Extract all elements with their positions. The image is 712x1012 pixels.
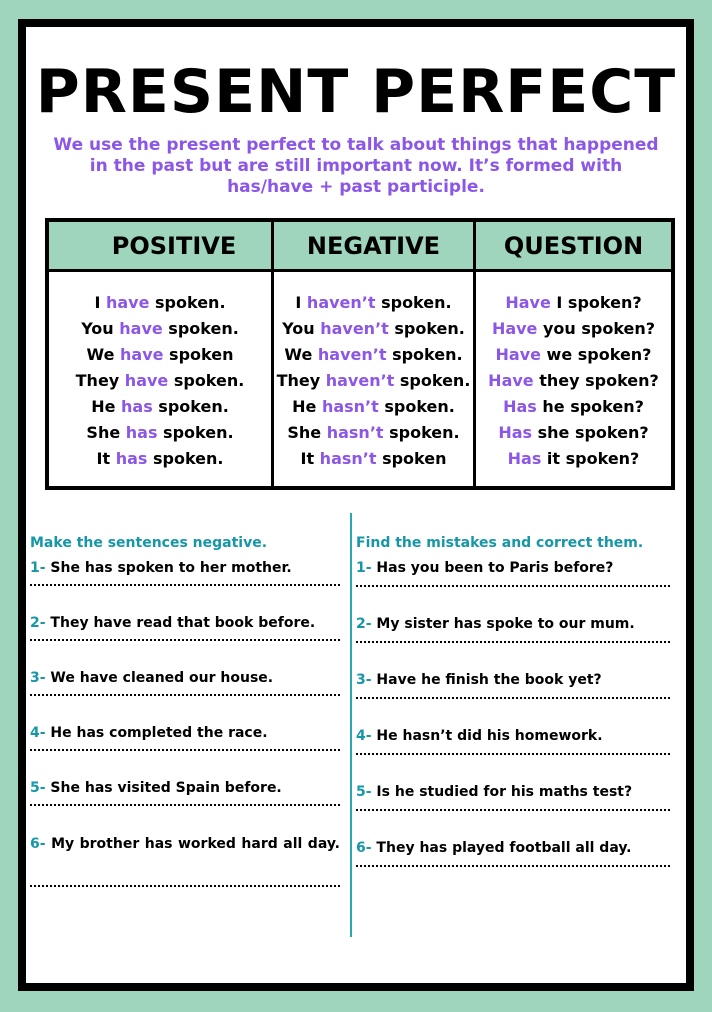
exercise-sentence: [30, 554, 340, 584]
verb-text: haven’t: [325, 371, 395, 390]
rest-text: spoken.: [394, 371, 471, 390]
exercise-sentence: [30, 719, 340, 749]
rest-text: they spoken?: [533, 371, 659, 390]
exercise-sentence: [356, 722, 670, 753]
table-row: [488, 368, 659, 394]
item-number: 4-: [356, 728, 372, 744]
section-divider: [350, 513, 352, 937]
answer-line[interactable]: [30, 584, 340, 607]
sentence-text: Have he finish the book yet?: [371, 672, 602, 688]
sentence-text: Has you been to Paris before?: [371, 560, 614, 576]
exercise-item: [30, 609, 340, 664]
rest-text: spoken.: [168, 371, 245, 390]
answer-line[interactable]: [356, 641, 670, 664]
subject-text: It: [300, 449, 320, 468]
answer-line[interactable]: [356, 753, 670, 776]
rest-text: spoken.: [375, 293, 452, 312]
exercise-sentence: [356, 778, 670, 809]
subject-text: She: [86, 423, 126, 442]
sentence-text: We have cleaned our house.: [45, 670, 274, 686]
verb-text: haven’t: [320, 319, 389, 338]
sentence-text: Is he studied for his maths test?: [371, 784, 633, 800]
verb-text: Have: [495, 345, 541, 364]
dotted-line: [356, 585, 670, 587]
table-row: [87, 342, 234, 368]
table-row: [81, 316, 239, 342]
header-positive: POSITIVE: [49, 222, 271, 272]
table-row: [498, 420, 648, 446]
table-row: [503, 394, 644, 420]
exercise-mistakes: [356, 532, 670, 890]
dotted-line: [30, 804, 340, 806]
table-row: [496, 342, 652, 368]
answer-line[interactable]: [30, 885, 340, 908]
answer-line[interactable]: [30, 694, 340, 717]
exercise-sentence: [30, 774, 340, 804]
subject-text: I: [94, 293, 106, 312]
exercise-title: Make the sentences negative.: [30, 535, 268, 551]
subject-text: It: [96, 449, 116, 468]
table-row: [301, 446, 447, 472]
sentence-text: My sister has spoke to our mum.: [371, 616, 635, 632]
exercise-sentence: [356, 834, 670, 865]
exercise-item: [356, 554, 670, 610]
item-number: 6-: [30, 836, 46, 852]
sentence-text: He hasn’t did his homework.: [371, 728, 603, 744]
rest-text: spoken.: [147, 449, 224, 468]
rest-text: we spoken?: [540, 345, 652, 364]
table-row: [287, 420, 459, 446]
rest-text: spoken.: [378, 397, 455, 416]
sentence-text: She has visited Spain before.: [45, 780, 282, 796]
table-row: [508, 446, 640, 472]
exercise-item: [356, 778, 670, 834]
verb-text: has: [121, 397, 153, 416]
rest-text: he spoken?: [536, 397, 644, 416]
table-row: [91, 394, 229, 420]
table-row: [97, 446, 224, 472]
table-row: [277, 368, 471, 394]
verb-text: haven’t: [317, 345, 387, 364]
verb-text: Has: [507, 449, 542, 468]
verb-text: have: [124, 371, 169, 390]
table-row: [505, 290, 641, 316]
subject-text: You: [81, 319, 120, 338]
verb-text: Have: [505, 293, 551, 312]
exercise-item: [356, 666, 670, 722]
answer-line[interactable]: [30, 639, 340, 662]
exercise-item: [356, 722, 670, 778]
item-number: 3-: [30, 670, 46, 686]
table-row: [76, 368, 245, 394]
exercise-sentence: [356, 554, 670, 585]
item-number: 3-: [356, 672, 372, 688]
answer-line[interactable]: [356, 809, 670, 832]
sentence-text: My brother has worked hard all day.: [45, 836, 340, 852]
subject-text: We: [86, 345, 121, 364]
answer-line[interactable]: [356, 865, 670, 888]
answer-line[interactable]: [30, 804, 340, 827]
question-column: [473, 272, 671, 486]
rest-text: spoken.: [388, 319, 465, 338]
item-number: 5-: [356, 784, 372, 800]
sentence-text: She has spoken to her mother.: [45, 560, 292, 576]
dotted-line: [30, 584, 340, 586]
page-title: PRESENT PERFECT: [35, 57, 677, 127]
verb-text: have: [105, 293, 150, 312]
negative-column: [271, 272, 473, 486]
exercise-sentence: [30, 829, 340, 885]
verb-text: has: [125, 423, 158, 442]
header-negative: NEGATIVE: [271, 222, 473, 272]
positive-column: [49, 272, 271, 486]
item-number: 6-: [356, 840, 372, 856]
verb-text: hasn’t: [326, 423, 384, 442]
dotted-line: [356, 865, 670, 867]
exercise-item: [30, 554, 340, 609]
subject-text: They: [276, 371, 326, 390]
rest-text: spoken.: [162, 319, 239, 338]
exercise-item: [356, 610, 670, 666]
dotted-line: [30, 885, 340, 887]
item-number: 4-: [30, 725, 46, 741]
exercise-item: [30, 774, 340, 829]
subject-text: She: [287, 423, 327, 442]
sentence-text: They have read that book before.: [45, 615, 316, 631]
answer-line[interactable]: [30, 749, 340, 772]
dotted-line: [30, 749, 340, 751]
subject-text: He: [91, 397, 121, 416]
exercise-item: [30, 829, 340, 909]
table-row: [492, 316, 655, 342]
verb-text: Has: [503, 397, 537, 416]
exercise-title: Find the mistakes and correct them.: [356, 535, 644, 551]
header-question: QUESTION: [473, 222, 671, 272]
worksheet: [18, 19, 694, 991]
dotted-line: [30, 639, 340, 641]
table-row: [94, 290, 225, 316]
exercise-item: [356, 834, 670, 890]
verb-text: Have: [488, 371, 534, 390]
rest-text: she spoken?: [532, 423, 649, 442]
dotted-line: [356, 697, 670, 699]
rest-text: spoken.: [157, 423, 234, 442]
verb-text: Has: [498, 423, 533, 442]
verb-text: has: [115, 449, 148, 468]
exercise-sentence: [356, 666, 670, 697]
rest-text: spoken: [376, 449, 447, 468]
table-row: [86, 420, 233, 446]
dotted-line: [356, 641, 670, 643]
item-number: 2-: [30, 615, 46, 631]
item-number: 2-: [356, 616, 372, 632]
rest-text: spoken.: [383, 423, 460, 442]
answer-line[interactable]: [356, 585, 670, 608]
intro-text: We use the present perfect to talk about things that happened in the past but are still important now. It’s formed with has/have + past participle.: [53, 135, 659, 197]
verb-text: have: [119, 319, 163, 338]
dotted-line: [356, 809, 670, 811]
rest-text: spoken.: [152, 397, 229, 416]
subject-text: You: [282, 319, 321, 338]
exercise-item: [30, 719, 340, 774]
rest-text: it spoken?: [541, 449, 640, 468]
exercise-sentence: [30, 609, 340, 639]
table-row: [292, 394, 455, 420]
item-number: 5-: [30, 780, 46, 796]
rest-text: you spoken?: [537, 319, 656, 338]
dotted-line: [356, 753, 670, 755]
verb-text: hasn’t: [319, 449, 377, 468]
rest-text: spoken.: [149, 293, 226, 312]
item-number: 1-: [30, 560, 46, 576]
grammar-table: [45, 218, 675, 490]
dotted-line: [30, 694, 340, 696]
subject-text: We: [284, 345, 318, 364]
subject-text: I: [295, 293, 307, 312]
verb-text: Have: [491, 319, 538, 338]
exercise-negative: [30, 532, 340, 909]
sentence-text: He has completed the race.: [45, 725, 268, 741]
verb-text: haven’t: [306, 293, 376, 312]
sentence-text: They has played football all day.: [371, 840, 632, 856]
exercise-sentence: [356, 610, 670, 641]
rest-text: spoken.: [386, 345, 463, 364]
exercise-sentence: [30, 664, 340, 694]
table-row: [295, 290, 451, 316]
exercise-item: [30, 664, 340, 719]
verb-text: hasn’t: [321, 397, 379, 416]
verb-text: have: [120, 345, 164, 364]
answer-line[interactable]: [356, 697, 670, 720]
table-row: [284, 342, 462, 368]
rest-text: spoken: [163, 345, 234, 364]
item-number: 1-: [356, 560, 372, 576]
table-row: [282, 316, 465, 342]
subject-text: He: [292, 397, 322, 416]
rest-text: I spoken?: [550, 293, 642, 312]
subject-text: They: [75, 371, 125, 390]
